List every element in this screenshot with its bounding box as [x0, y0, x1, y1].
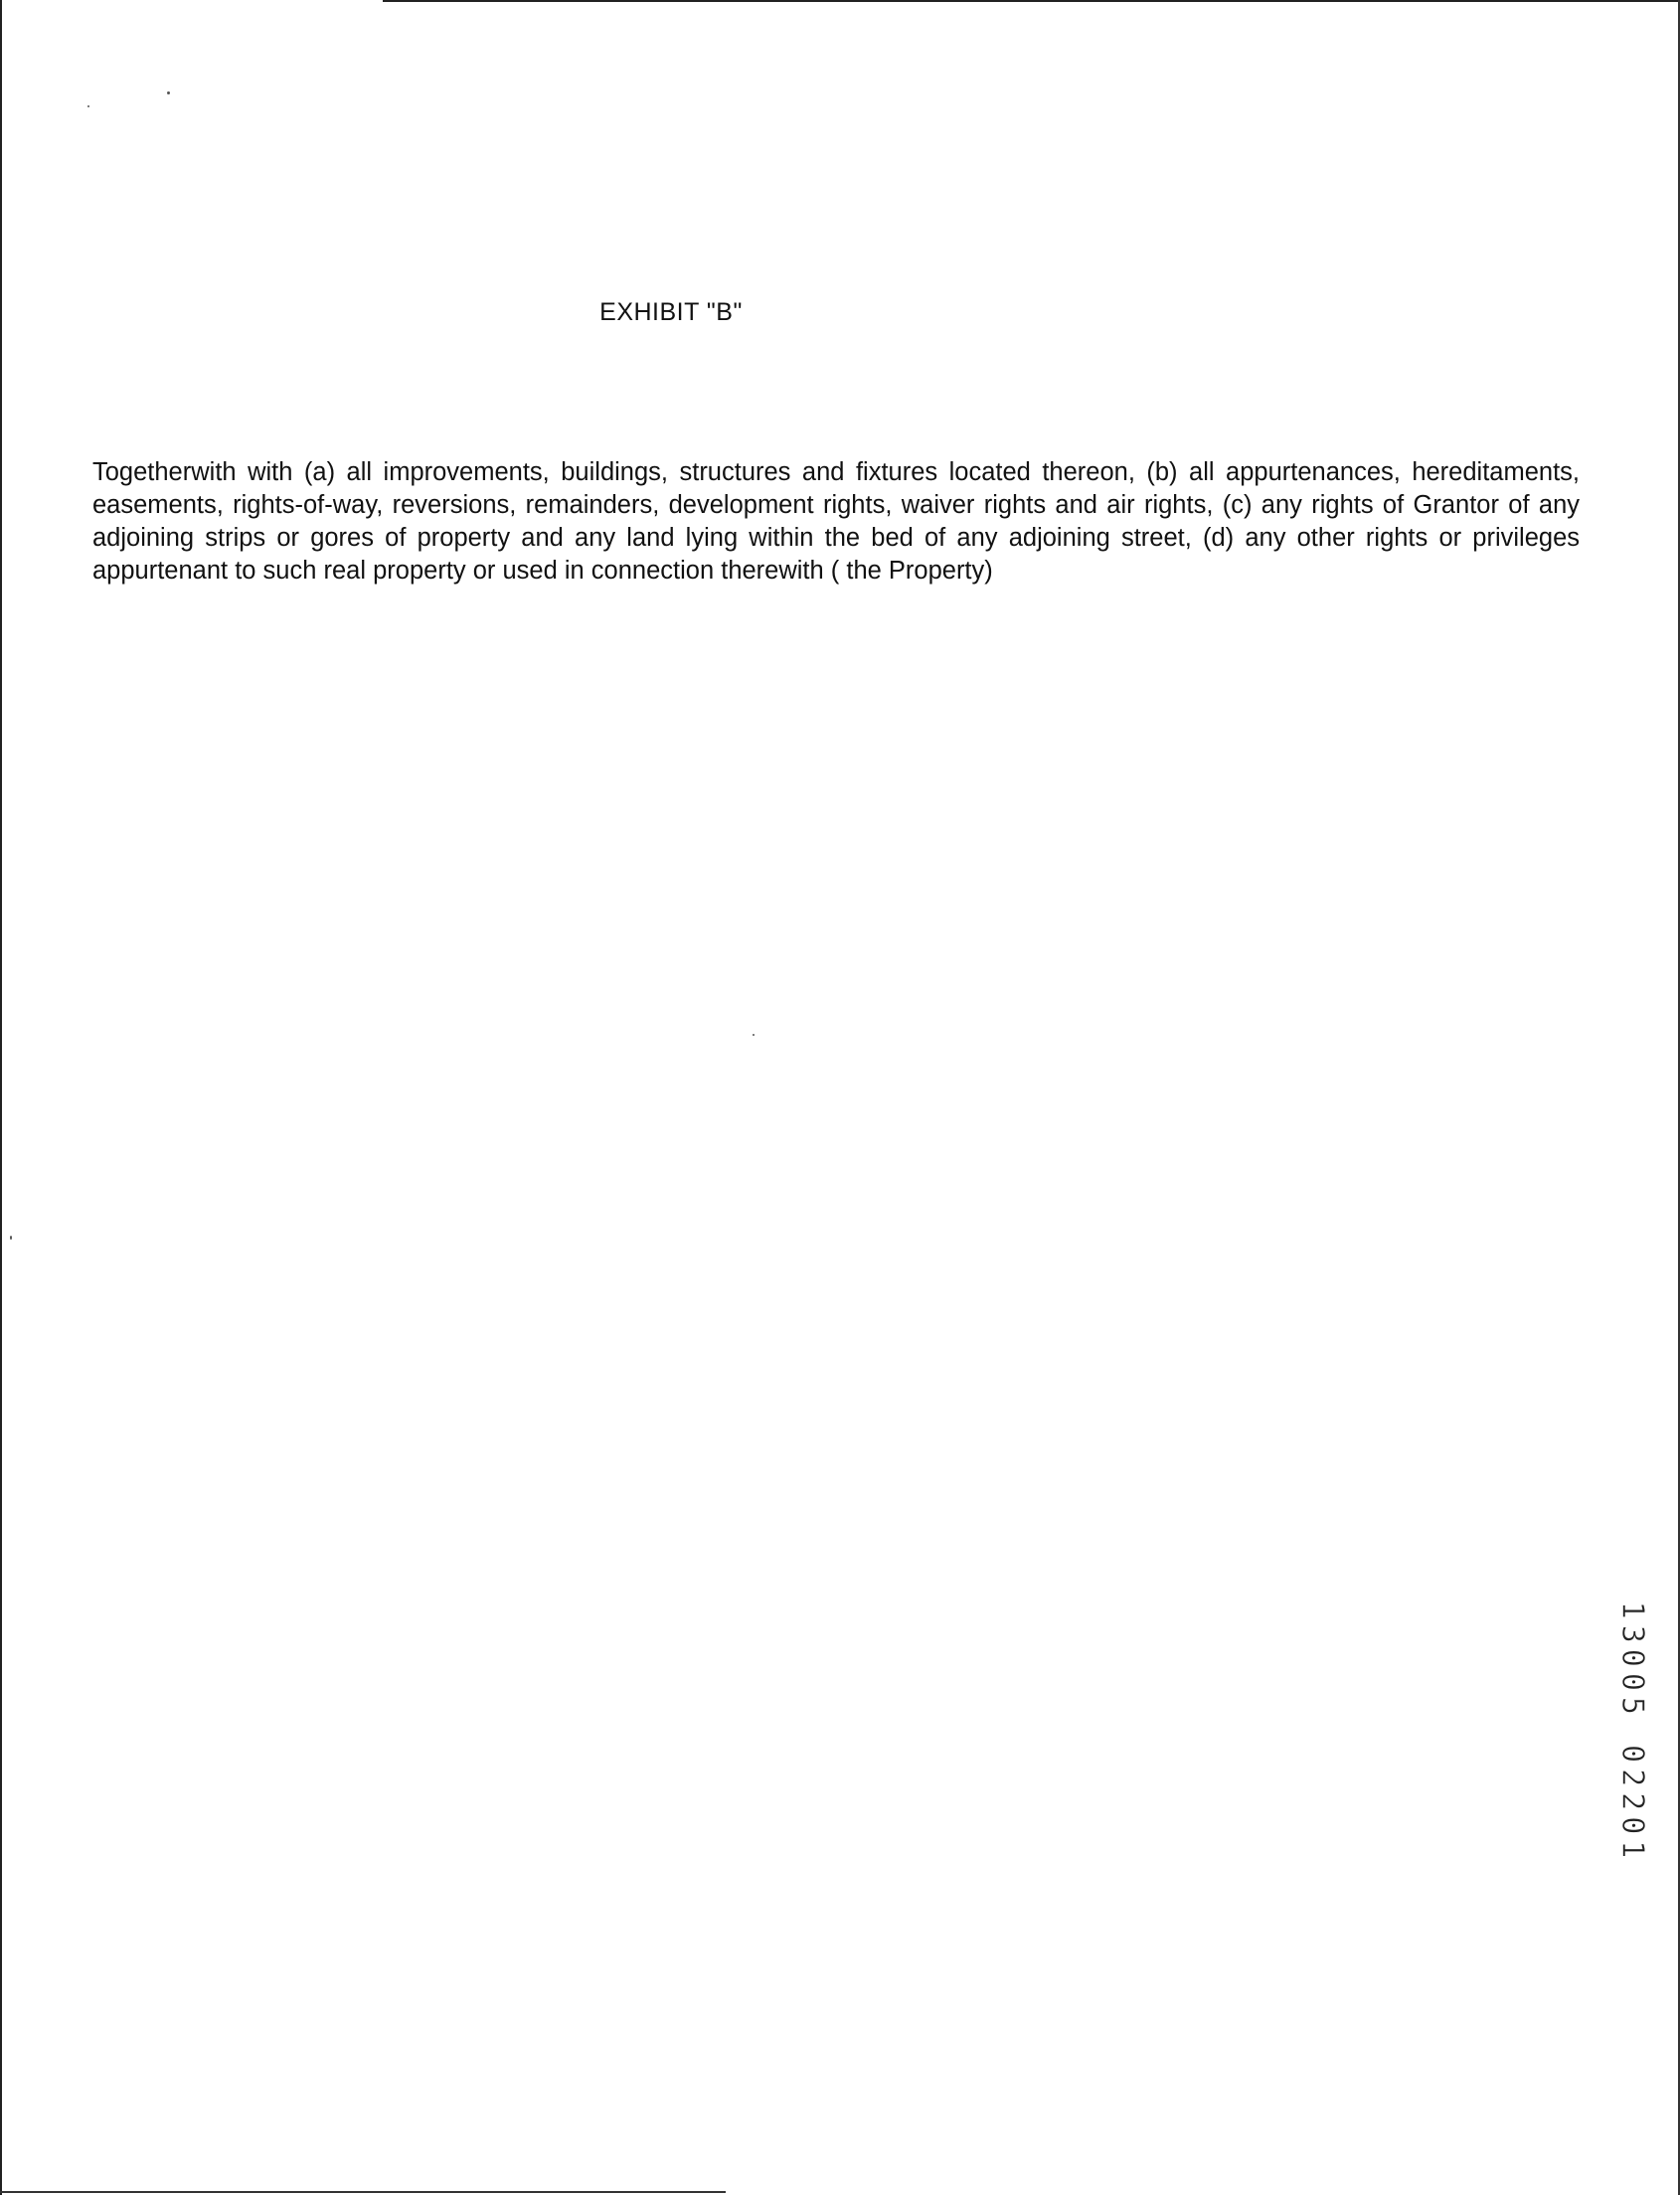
scan-edge-left — [0, 0, 2, 2195]
recording-stamp — [1602, 1599, 1662, 1867]
scan-speck — [753, 1034, 755, 1036]
exhibit-body-paragraph: Togetherwith with (a) all improvements, buildings, structures and fixtures located thereon, (b) all appurtenances, hereditaments, easements, rights-of-way, reversions, remainders, development rights, waiver rights and air rights, (c) any rights of Grantor of any adjoining strips or gores of property and any land lying within the bed of any adjoining street, (d) any other rights or privileges appurtenant to such real property or used in connection therewith ( the Property) — [92, 457, 1580, 585]
scan-speck — [87, 105, 89, 107]
recording-stamp-number: 13005 02201 — [1614, 1601, 1650, 1865]
scan-speck — [167, 91, 170, 94]
exhibit-heading: EXHIBIT "B" — [599, 298, 743, 326]
scan-edge-top — [383, 0, 1680, 2]
scan-edge-bottom — [0, 2191, 726, 2193]
scan-speck — [10, 1236, 12, 1240]
